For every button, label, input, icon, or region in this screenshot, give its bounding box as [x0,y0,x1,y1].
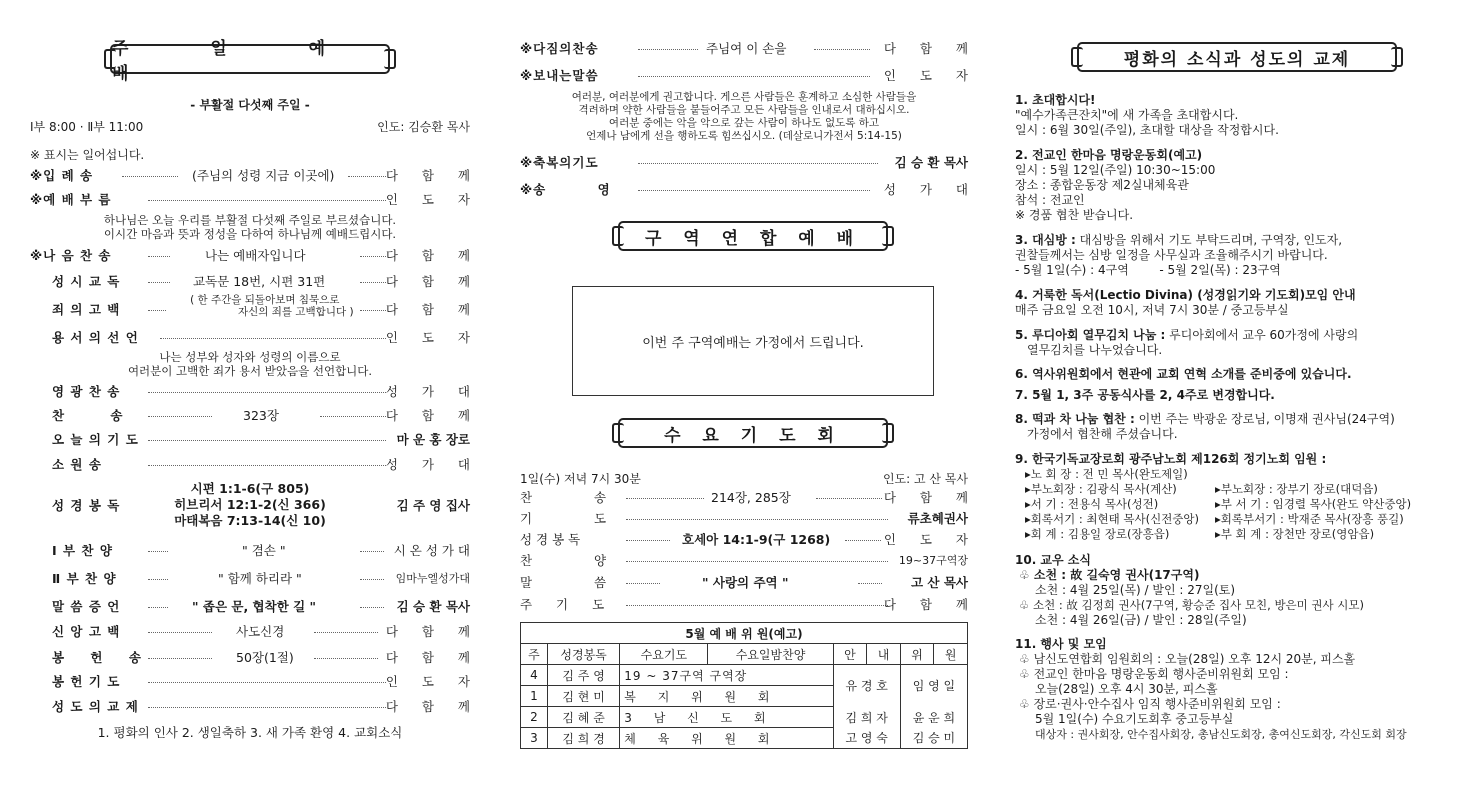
order-row: 성 도 의 교 제 다 함 께 [52,699,480,714]
sunday-worship-column [30,0,480,786]
closing-wednesday-column [520,0,978,786]
table-header: 주 성경봉독 수요기도 수요일밤찬양 안 내 위 원 [521,644,968,665]
order-row: 말 씀 증 언 " 좁은 문, 협착한 길 " 김 승 환 목사 [52,599,470,614]
order-row: 소 원 송 성 가 대 [52,457,480,472]
news-item-7: 7. 5월 1, 3주 공동식사를 2, 4주로 변경합니다. [1015,388,1275,402]
table-row: 3 김 희 경 체 육 위 원 회 고 영 숙 김 승 미 [521,728,968,749]
fellowship-list: 1. 평화의 인사 2. 생일축하 3. 새 가족 환영 4. 교회소식 [97,725,403,740]
sunday-worship-banner: 주 일 예 배 [110,44,390,74]
order-row: 성 경 봉 독 김 주 영 집사 [52,498,470,513]
subtitle: - 부활절 다섯째 주일 - [190,98,310,112]
order-row: 성 시 교 독 교독문 18번, 시편 31편 다 함 께 [52,274,480,289]
order-row: ※축복의기도 김 승 환 목사 [520,155,968,170]
news-item-1: 1. 초대합시다! "예수가족큰잔치"에 새 가족을 초대합시다. 일시 : 6월 30일(주일), 초대할 대상을 작정합시다. [1015,93,1279,137]
order-row: 기 도 류초혜권사 [520,511,968,526]
order-row: ※송 영 성 가 대 [520,182,978,197]
table-row: 1 김 현 미 복 지 위 원 회 [521,686,968,707]
forgive-text: 나는 성부와 성자와 성령의 이름으로 여러분이 고백한 죄가 용서 받았음을 선언합니다. [127,350,373,378]
order-row: 말 씀 " 사랑의 주역 " 고 산 목사 [520,575,968,590]
table-row: 2 김 혜 준 3 남 신 도 회 김 희 자 윤 운 희 [521,707,968,728]
order-row: 신 앙 고 백 사도신경 다 함 께 [52,624,480,639]
order-row: 봉 헌 송 50장(1절) 다 함 께 [52,650,480,665]
district-worship-banner: 구 역 연 합 예 배 [618,221,888,251]
news-item-4: 4. 거룩한 독서(Lectio Divina) (성경읽기와 기도회)모임 안내 매주 금요일 오전 10시, 저녁 7시 30분 / 중고등부실 [1015,288,1356,317]
standing-note: ※ 표시는 일어섭니다. [30,148,145,162]
order-row: Ⅱ 부 찬 양 " 함께 하리라 " 임마누엘성가대 [52,571,470,586]
order-row: 찬 송 323장 다 함 께 [52,408,480,423]
table-title: 5월 예 배 위 원(예고) [521,623,968,644]
news-item-9: 9. 한국기독교장로회 광주남노회 제126회 정기노회 임원 : ▸노 회 장 : 전 민 목사(완도제일) ▸부노회장 : 김광식 목사(계산) ▸부노회장 : 장부기 장로(대덕읍) ▸서 기 : 전용식 목사(성전) ▸부 서 기 : 임경렬 목사(완도 약산중앙) ▸회록서기 : 최현태 목사(신전중앙) ▸회록부서기 : 박재준 목사(장흥 풍길) ▸회 계 : 김용일 장로(장흥읍) ▸부 회 계 : 장천만 장로(영암읍) [1015,452,1412,541]
wednesday-leader: 인도: 고 산 목사 [882,472,968,486]
order-row: 주 기 도 다 함 께 [520,597,978,612]
order-row: ※다짐의찬송 주님여 이 손을 다 함 께 [520,41,978,56]
order-row: 찬 송 214장, 285장 다 함 께 [520,490,978,505]
scripture-refs: 시편 1:1-6(구 805) 히브리서 12:1-2(신 366) 마태복음 7:13-14(신 10) [174,481,326,528]
news-item-8: 8. 떡과 차 나눔 협찬 : 이번 주는 박광운 장로님, 이명재 권사님(24구역) 가정에서 협찬해 주셨습니다. [1015,412,1395,441]
wednesday-prayer-banner: 수 요 기 도 회 [618,418,888,448]
order-row: ※나 음 찬 송 나는 예배자입니다 다 함 께 [30,248,480,263]
wednesday-time: 1일(수) 저녁 7시 30분 [520,472,641,486]
worship-committee-table [520,622,968,749]
order-row: Ⅰ 부 찬 양 " 겸손 " 시 온 성 가 대 [52,543,470,558]
news-item-10: 10. 교우 소식 ♧ 소천 : 故 길숙영 권사(17구역) 소천 : 4월 25일(목) / 발인 : 27일(토) ♧ 소천 : 故 김정희 권사(7구역, 황승준 집사 모친, 방은미 권사 시모) 소천 : 4월 26일(금) / 발인 : 28일(주일) [1015,553,1364,627]
order-row: ※입 례 송 (주님의 성령 지금 이곳에) 다 함 께 [30,168,480,183]
order-row: 오 늘 의 기 도 마 운 홍 장로 [52,432,470,447]
order-row: 영 광 찬 송 성 가 대 [52,384,480,399]
news-item-3: 3. 대심방 : 대심방을 위해서 기도 부탁드리며, 구역장, 인도자, 권찰들께서는 심방 일정을 사무실과 조율해주시기 바랍니다. - 5월 1일(수) : 4구역 - 5월 2일(목) : 23구역 [1015,233,1343,277]
sending-verse: 여러분, 여러분에게 권고합니다. 게으른 사람들은 훈계하고 소심한 사람들을 격려하며 약한 사람들을 붙들어주고 모든 사람들을 인내로서 대하십시오. 여러분 중에는 악을 악으로 갚는 사람이 하나도 없도록 하고 언제나 남에게 선을 행하도록 힘쓰십시오. (데살로니가전서 5:14-15) [571,91,917,142]
service-time: Ⅰ부 8:00 · Ⅱ부 11:00 [30,120,144,134]
church-news-column [1015,0,1450,786]
news-item-6: 6. 역사위원회에서 현관에 교회 연혁 소개를 준비중에 있습니다. [1015,367,1352,381]
service-leader: 인도: 김승환 목사 [377,120,470,134]
order-row: ※예 배 부 름 인 도 자 [30,192,480,207]
order-row: ※보내는말씀 인 도 자 [520,68,978,83]
order-row: 성 경 봉 독 호세아 14:1-9(구 1268) 인 도 자 [520,532,978,547]
table-row: 4 김 주 영 19 ~ 37구역 구역장 유 경 호 임 영 일 [521,665,968,686]
order-row: 죄 의 고 백 ( 한 주간을 되돌아보며 침묵으로 자신의 죄를 고백합니다 ) 다 함 께 [52,294,480,318]
call-text: 하나님은 오늘 우리를 부활절 다섯째 주일로 부르셨습니다. 이시간 마음과 뜻과 정성을 다하여 하나님께 예배드립시다. [103,213,397,241]
church-news-banner: 평화의 소식과 성도의 교제 [1077,42,1397,72]
district-worship-box: 이번 주 구역예배는 가정에서 드립니다. [572,286,934,396]
order-row: 용 서 의 선 언 인 도 자 [52,330,480,345]
news-item-11: 11. 행사 및 모임 ♧ 남신도연합회 임원회의 : 오늘(28일) 오후 12시 20분, 피스홀 ♧ 전교인 한마음 명랑운동회 행사준비위원회 모임 : 오늘(28일) 오후 4시 30분, 피스홀 ♧ 장로·권사·안수집사 임직 행사준비위원회 모임 : 5월 1일(수) 수요기도회후 중고등부실 대상자 : 권사회장, 안수집사회장, 총남신도회장, 총여신도회장, 각신도회 회장 [1015,637,1407,741]
news-item-5: 5. 루디아회 열무김치 나눔 : 루디아회에서 교우 60가정에 사랑의 열무김치를 나누었습니다. [1015,328,1359,357]
news-item-2: 2. 전교인 한마음 명랑운동회(예고) 일시 : 5월 12일(주일) 10:30~15:00 장소 : 종합운동장 제2실내체육관 참석 : 전교인 ※ 경품 협찬 받습니다. [1015,148,1216,222]
order-row: 찬 양 19~37구역장 [520,553,968,568]
order-row: 봉 헌 기 도 인 도 자 [52,674,480,689]
